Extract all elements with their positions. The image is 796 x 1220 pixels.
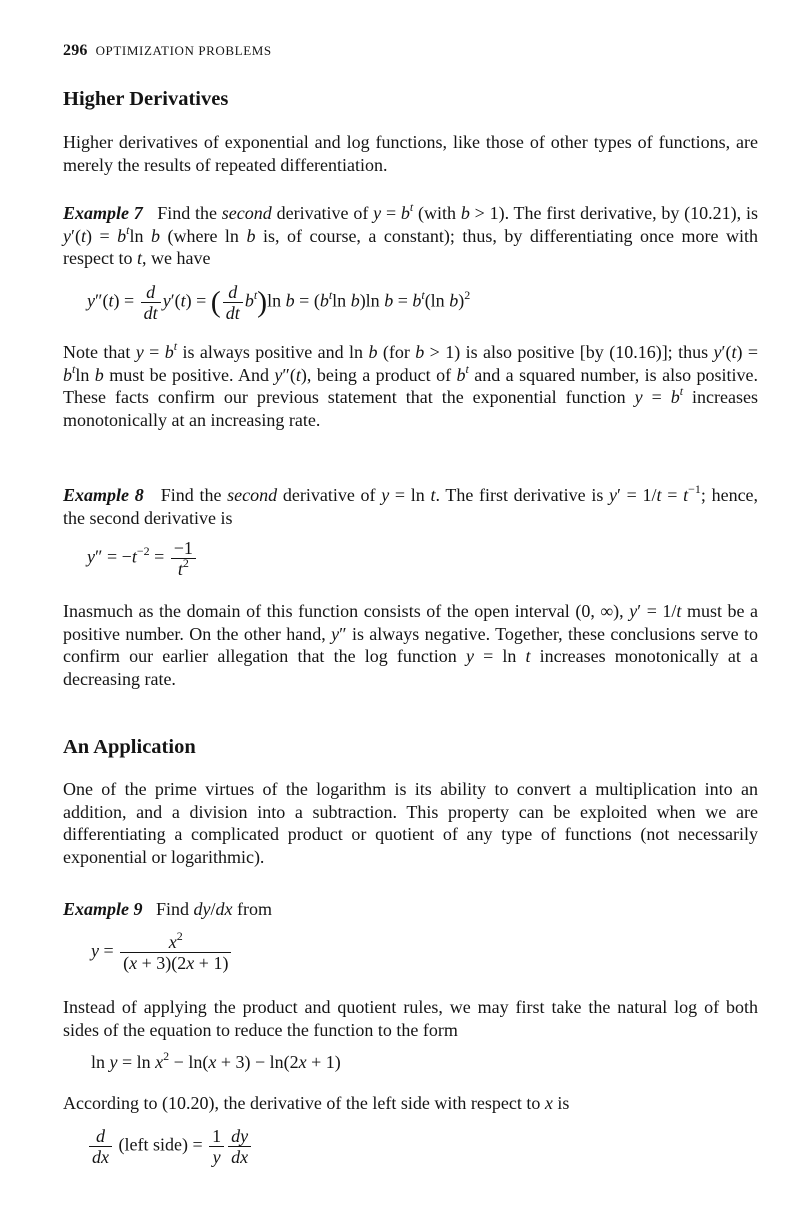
- example-9-equation: y = $\frac{x^2}{(x + 3)(2x + 1)}$: [91, 932, 233, 973]
- log-paragraph: Instead of applying the product and quotient rules, we may first take the natural log of both sides of the equation to reduce the function to the form: [63, 997, 758, 1040]
- intro-paragraph: Higher derivatives of exponential and log functions, like those of other types of functions, are merely the results of repeated differentiation.: [63, 132, 758, 175]
- derivative-equation: $\frac{d}{dx}$ (left side) = $\frac{1}{y}$ $\frac{dy}{dx}$: [87, 1126, 253, 1167]
- log-equation: $\ln y = \ln x^2 - \ln(x + 3) - \ln(2x + 1)$: [91, 1049, 341, 1072]
- example-8-discussion: Inasmuch as the domain of this function consists of the open interval (0, ∞), y′ = 1/t must be a positive number. On the other hand, y″ is always negative. Together, these conclusions serve to confirm our earlier allegation that the log function y = ln t increases monotonically at a decreasing rate.: [63, 601, 759, 689]
- example-9-text: Example 9 Find dy/dx from: [63, 899, 273, 919]
- running-head: [63, 42, 272, 60]
- example-9-label: Example 9: [63, 899, 143, 919]
- example-7-equation: y″(t) = $\frac{d}{dt}$ y′(t) = ( $\frac{d}{dt}$ $b^t)\ln$ $b = (b^t\ln$ b)ln $b = b^t(\ln$ b)$^2$: [87, 282, 471, 323]
- running-title: OPTIMIZATION PROBLEMS: [95, 43, 272, 58]
- example-8-text: Example 8 Find the second derivative of y = ln t. The first derivative is $y' = 1/t = t^{-1}$; hence, the second derivative is: [63, 482, 759, 528]
- page: [63, 0, 758, 1220]
- example-7-discussion: Note that $y = b^t$ is always positive and ln b (for b > 1) is also positive [by (10.16)]; thus $y'(t) = b^t\ln$ b must be positive. And y″(t), being a product of $b^t$ and a squared number, is also positive. These facts confirm our previous statement that the exponential function $y = b^t$ increases monotonically at an increasing rate.: [63, 339, 759, 430]
- derivative-paragraph: According to (10.20), the derivative of the left side with respect to x is: [63, 1093, 570, 1113]
- section-heading-an-application: An Application: [63, 736, 196, 758]
- application-paragraph: One of the prime virtues of the logarithm is its ability to convert a multiplication into an addition, and a division into a subtraction. This property can be exploited when we are differentiating a complicated product or quotient of any type of functions (not necessarily exponential or logarithmic).: [63, 779, 758, 867]
- example-8-label: Example 8: [63, 485, 144, 505]
- example-7-text: Example 7 Find the second derivative of $y = b^t$ (with b > 1). The first derivative, by (10.21), is $y'(t) = b^t\ln$ b (where ln b is, of course, a constant); thus, by differentiating once more with respect to t, we have: [63, 200, 759, 268]
- example-7-label: Example 7: [63, 203, 143, 223]
- page-number: 296: [63, 42, 88, 59]
- example-8-equation: $y'' = -t^{-2}$ = $\frac{-1}{t^2}$: [87, 538, 198, 579]
- section-heading-higher-derivatives: Higher Derivatives: [63, 88, 229, 110]
